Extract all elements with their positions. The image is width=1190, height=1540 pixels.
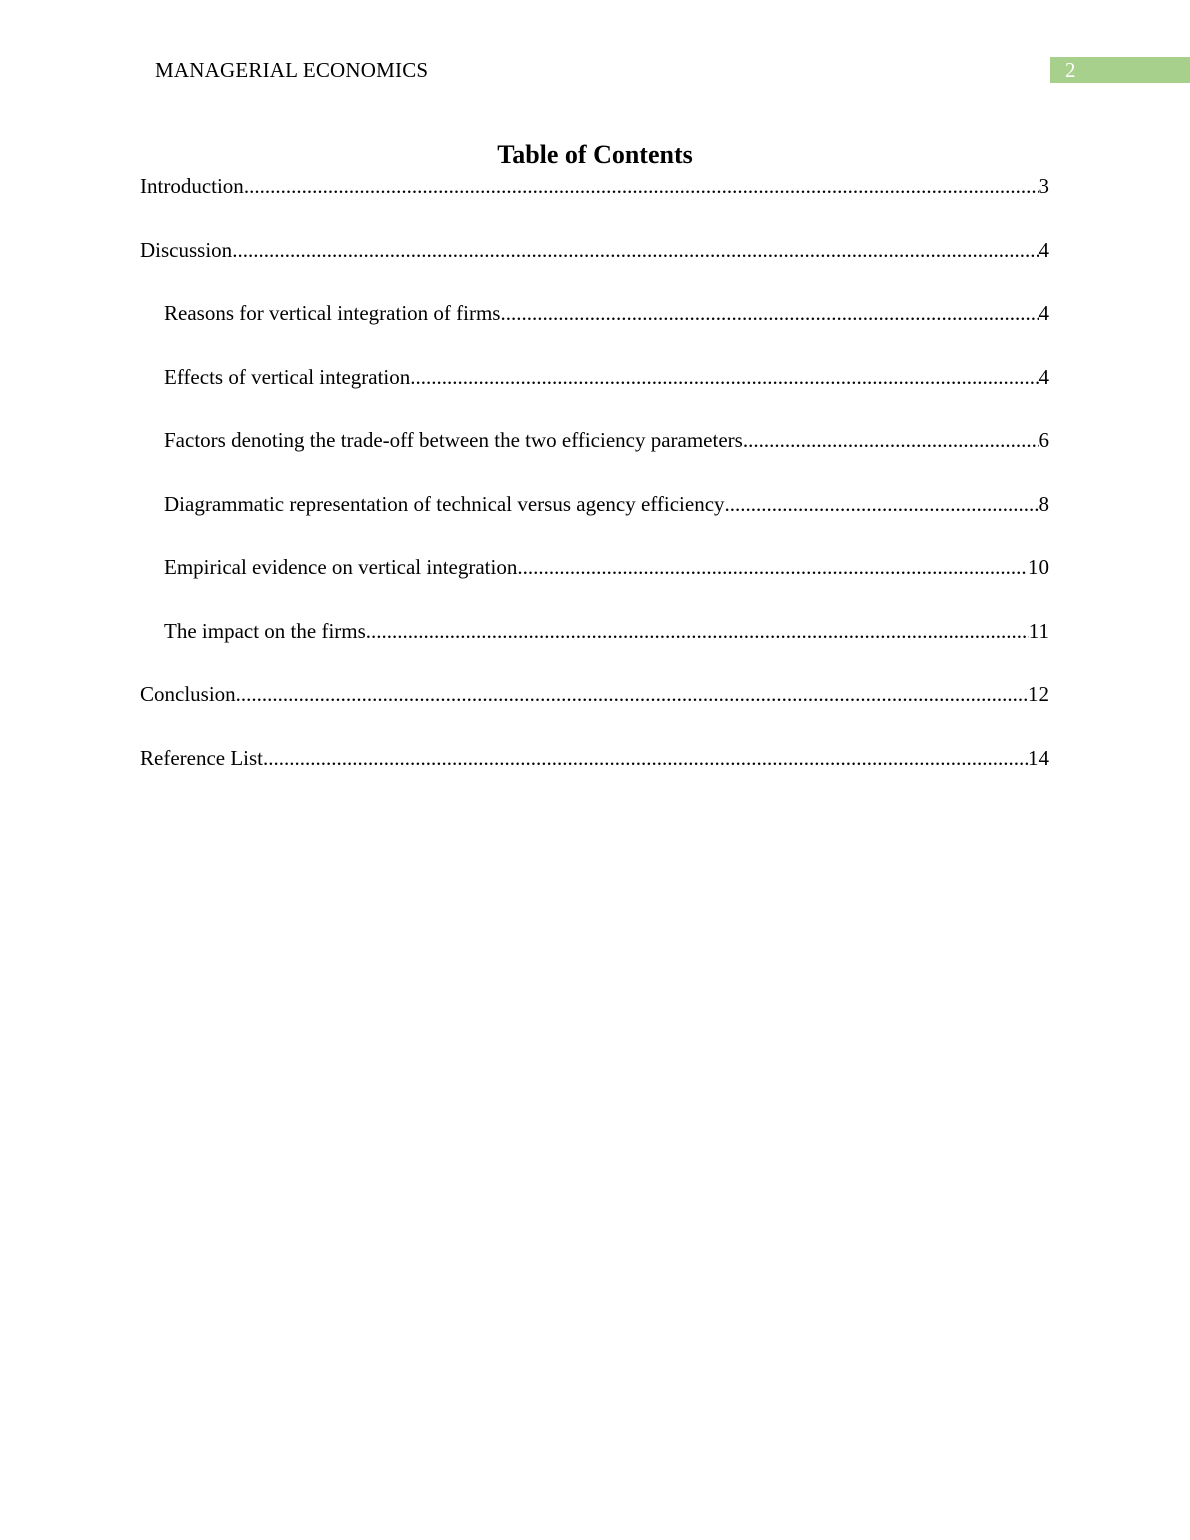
toc-entry-label: Factors denoting the trade-off between the two efficiency parameters bbox=[164, 428, 743, 452]
page-number: 2 bbox=[1065, 58, 1076, 82]
toc-entry-diagrammatic[interactable] bbox=[140, 492, 1049, 556]
header-title: MANAGERIAL ECONOMICS bbox=[155, 58, 429, 82]
toc-entry-impact[interactable] bbox=[140, 619, 1049, 683]
dot-leader bbox=[725, 492, 1039, 517]
toc-entry-page: 4 bbox=[1038, 301, 1049, 325]
dot-leader bbox=[410, 365, 1038, 390]
toc-entry-label: Reasons for vertical integration of firms bbox=[164, 301, 501, 325]
toc-entry-page: 12 bbox=[1028, 682, 1049, 706]
toc-entry-effects[interactable] bbox=[140, 365, 1049, 429]
toc-entry-page: 8 bbox=[1038, 491, 1049, 516]
toc-entry-page: 11 bbox=[1028, 618, 1049, 643]
page-number-box bbox=[1050, 57, 1190, 83]
toc-entry-label: Empirical evidence on vertical integration bbox=[164, 555, 518, 579]
toc-entry-discussion[interactable] bbox=[140, 238, 1049, 302]
toc-entry-label: Effects of vertical integration bbox=[164, 364, 411, 389]
dot-leader bbox=[263, 746, 1028, 771]
toc-entry-label: The impact on the firms bbox=[164, 618, 366, 643]
toc-entry-page: 10 bbox=[1028, 555, 1049, 579]
dot-leader bbox=[743, 428, 1039, 453]
toc-entry-empirical[interactable] bbox=[140, 555, 1049, 619]
dot-leader bbox=[366, 619, 1029, 644]
toc-entry-label: Diagrammatic representation of technical versus agency efficiency bbox=[164, 491, 725, 516]
toc-entry-label: Introduction bbox=[140, 174, 244, 198]
toc-entry-page: 4 bbox=[1038, 364, 1049, 389]
toc-entry-factors[interactable] bbox=[140, 428, 1049, 492]
toc-entry-page: 4 bbox=[1038, 237, 1049, 262]
dot-leader bbox=[500, 301, 1038, 326]
toc-entry-conclusion[interactable] bbox=[140, 682, 1049, 746]
dot-leader bbox=[517, 555, 1028, 580]
table-of-contents bbox=[140, 174, 1049, 809]
toc-entry-label: Conclusion bbox=[140, 682, 236, 706]
toc-entry-label: Discussion bbox=[140, 237, 233, 262]
toc-entry-page: 3 bbox=[1038, 174, 1049, 198]
dot-leader bbox=[232, 238, 1038, 263]
dot-leader bbox=[236, 682, 1028, 707]
toc-entry-introduction[interactable] bbox=[140, 174, 1049, 238]
toc-entry-page: 14 bbox=[1028, 745, 1049, 770]
toc-title: Table of Contents bbox=[497, 140, 693, 169]
dot-leader bbox=[244, 174, 1039, 199]
toc-entry-label: Reference List bbox=[140, 745, 264, 770]
toc-entry-page: 6 bbox=[1038, 428, 1049, 452]
toc-entry-reasons[interactable] bbox=[140, 301, 1049, 365]
toc-entry-reference-list[interactable] bbox=[140, 746, 1049, 810]
